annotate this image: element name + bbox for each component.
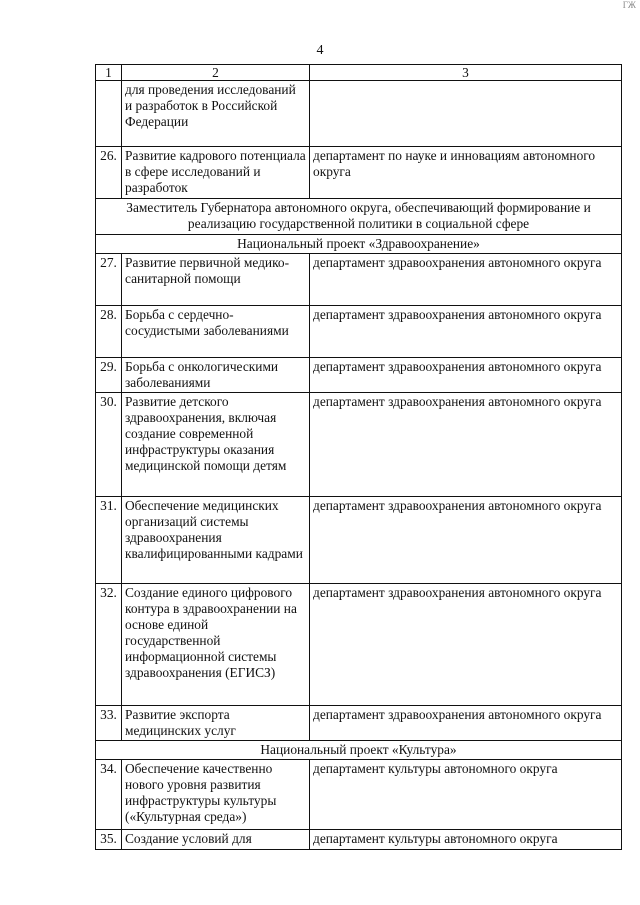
section-header-row bbox=[96, 199, 622, 235]
department: департамент здравоохранения автономного округа bbox=[310, 358, 622, 393]
column-header: 3 bbox=[310, 65, 622, 81]
project-name: Развитие кадрового потенциала в сфере исследований и разработок bbox=[122, 147, 310, 199]
project-name: Развитие экспорта медицинских услуг bbox=[122, 706, 310, 741]
department: департамент культуры автономного округа bbox=[310, 830, 622, 850]
culture-project-title: Национальный проект «Культура» bbox=[96, 741, 622, 760]
table-row bbox=[96, 254, 622, 306]
table-row bbox=[96, 706, 622, 741]
row-number: 27. bbox=[96, 254, 122, 306]
health-project-title: Национальный проект «Здравоохранение» bbox=[96, 235, 622, 254]
table-row bbox=[96, 760, 622, 830]
section-header-row bbox=[96, 235, 622, 254]
row-number: 31. bbox=[96, 497, 122, 584]
project-name: Развитие детского здравоохранения, включая создание современной инфраструктуры оказания медицинской помощи детям bbox=[122, 393, 310, 497]
projects-table bbox=[95, 64, 622, 850]
page-number: 4 bbox=[316, 43, 324, 58]
project-name: Обеспечение качественно нового уровня развития инфраструктуры культуры («Культурная среда») bbox=[122, 760, 310, 830]
department bbox=[310, 81, 622, 147]
row-number: 32. bbox=[96, 584, 122, 706]
table-row bbox=[96, 584, 622, 706]
section-header-row bbox=[96, 741, 622, 760]
table-header-row bbox=[96, 65, 622, 81]
row-number bbox=[96, 81, 122, 147]
table-row bbox=[96, 393, 622, 497]
project-name: для проведения исследований и разработок в Российской Федерации bbox=[122, 81, 310, 147]
column-header: 1 bbox=[96, 65, 122, 81]
department: департамент здравоохранения автономного округа bbox=[310, 706, 622, 741]
row-number: 28. bbox=[96, 306, 122, 358]
department: департамент по науке и инновациям автономного округа bbox=[310, 147, 622, 199]
row-number: 34. bbox=[96, 760, 122, 830]
table-row bbox=[96, 497, 622, 584]
project-name: Создание единого цифрового контура в здравоохранении на основе единой государственной информационной системы здравоохранения (ЕГИСЗ) bbox=[122, 584, 310, 706]
row-number: 35. bbox=[96, 830, 122, 850]
project-name: Борьба с онкологическими заболеваниями bbox=[122, 358, 310, 393]
project-name: Борьба с сердечно-сосудистыми заболеваниями bbox=[122, 306, 310, 358]
table-row bbox=[96, 358, 622, 393]
department: департамент культуры автономного округа bbox=[310, 760, 622, 830]
department: департамент здравоохранения автономного округа bbox=[310, 306, 622, 358]
table-row bbox=[96, 81, 622, 147]
deputy-governor-header: Заместитель Губернатора автономного округа, обеспечивающий формирование и реализацию государственной политики в социальной сфере bbox=[96, 199, 622, 235]
row-number: 29. bbox=[96, 358, 122, 393]
department: департамент здравоохранения автономного округа bbox=[310, 584, 622, 706]
table-row bbox=[96, 306, 622, 358]
corner-mark: ГЖ bbox=[622, 0, 636, 10]
row-number: 26. bbox=[96, 147, 122, 199]
department: департамент здравоохранения автономного округа bbox=[310, 254, 622, 306]
project-name: Обеспечение медицинских организаций системы здравоохранения квалифицированными кадрами bbox=[122, 497, 310, 584]
row-number: 33. bbox=[96, 706, 122, 741]
project-name: Создание условий для bbox=[122, 830, 310, 850]
column-header: 2 bbox=[122, 65, 310, 81]
table-row bbox=[96, 147, 622, 199]
project-name: Развитие первичной медико-санитарной помощи bbox=[122, 254, 310, 306]
department: департамент здравоохранения автономного округа bbox=[310, 393, 622, 497]
row-number: 30. bbox=[96, 393, 122, 497]
department: департамент здравоохранения автономного округа bbox=[310, 497, 622, 584]
table-row bbox=[96, 830, 622, 850]
